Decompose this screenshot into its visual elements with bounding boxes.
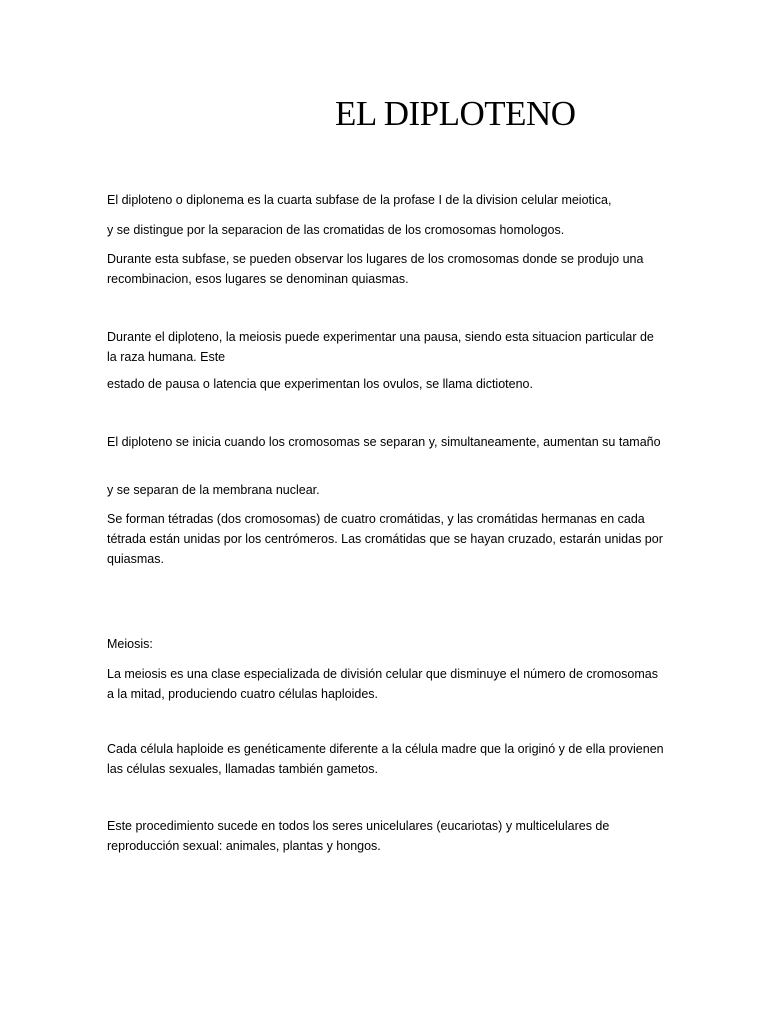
paragraph-9: La meiosis es una clase especializada de división celular que disminuye el número de cromosomas a la mitad, produciendo cuatro células haploides. bbox=[107, 667, 658, 701]
paragraph-8: Se forman tétradas (dos cromosomas) de cuatro cromátidas, y las cromátidas hermanas en cada tétrada están unidas por los centrómeros. Las cromátidas que se hayan cruzado, estarán unidas por quiasmas. bbox=[107, 512, 663, 566]
paragraph-10: Cada célula haploide es genéticamente diferente a la célula madre que la originó y de ella provienen las células sexuales, llamadas también gametos. bbox=[107, 742, 664, 776]
paragraph-2: y se distingue por la separacion de las cromatidas de los cromosomas homologos. bbox=[107, 223, 565, 237]
section-heading-meiosis: Meiosis: bbox=[107, 637, 153, 651]
document-title: EL DIPLOTENO bbox=[335, 94, 576, 133]
paragraph-7: y se separan de la membrana nuclear. bbox=[107, 483, 320, 497]
paragraph-6: El diploteno se inicia cuando los cromosomas se separan y, simultaneamente, aumentan su tamaño bbox=[107, 435, 661, 449]
paragraph-5: estado de pausa o latencia que experimentan los ovulos, se llama dictioteno. bbox=[107, 377, 533, 391]
paragraph-4: Durante el diploteno, la meiosis puede experimentar una pausa, siendo esta situacion particular de la raza humana. Este bbox=[107, 330, 654, 364]
paragraph-3: Durante esta subfase, se pueden observar los lugares de los cromosomas donde se produjo una recombinacion, esos lugares se denominan quiasmas. bbox=[107, 252, 644, 286]
paragraph-11: Este procedimiento sucede en todos los seres unicelulares (eucariotas) y multicelulares de reproducción sexual: animales, plantas y hongos. bbox=[107, 819, 610, 853]
paragraph-1: El diploteno o diplonema es la cuarta subfase de la profase I de la division celular meiotica, bbox=[107, 193, 612, 207]
